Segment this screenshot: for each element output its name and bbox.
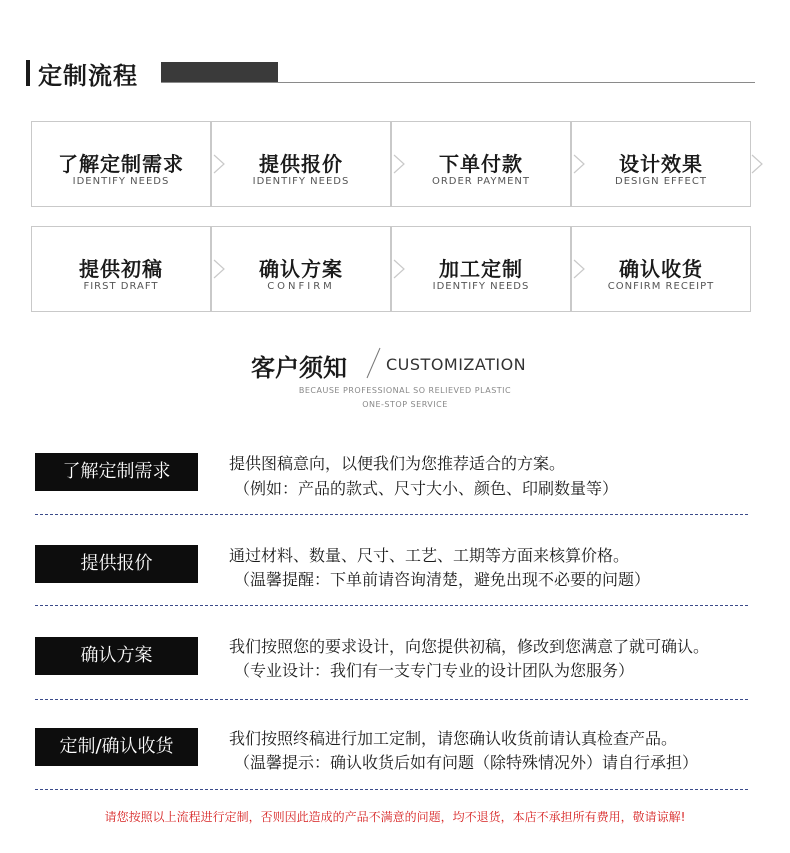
- dashed-divider: [35, 605, 748, 606]
- chevron-right-icon: [392, 259, 406, 279]
- notice-tag: 确认方案: [35, 637, 198, 675]
- notice-text: 提供图稿意向，以便我们为您推荐适合的方案。: [229, 454, 566, 473]
- notice-tag: 定制/确认收货: [35, 728, 198, 766]
- dashed-divider: [35, 514, 748, 515]
- notice-text: 我们按照终稿进行加工定制，请您确认收货前请认真检查产品。: [229, 729, 678, 748]
- dashed-divider: [35, 699, 748, 700]
- flow-step: [31, 121, 211, 207]
- flow-step: [31, 226, 211, 312]
- flow-step-title: 了解定制需求: [58, 152, 184, 176]
- flow-step-subtitle: ORDER PAYMENT: [431, 176, 531, 187]
- header-dark-block: [161, 62, 278, 82]
- flow-step-subtitle: IDENTIFY NEEDS: [72, 176, 170, 187]
- notice-text: 通过材料、数量、尺寸、工艺、工期等方面来核算价格。: [229, 546, 630, 565]
- chevron-right-icon: [750, 154, 764, 174]
- flow-step-title: 提供初稿: [79, 257, 163, 281]
- flow-step: [391, 226, 571, 312]
- flow-step-subtitle: IDENTIFY NEEDS: [432, 281, 530, 292]
- flow-step: [571, 226, 751, 312]
- page-title: 定制流程: [38, 62, 138, 90]
- flow-step-title: 下单付款: [439, 152, 523, 176]
- notice-text: 我们按照您的要求设计，向您提供初稿，修改到您满意了就可确认。: [229, 637, 710, 656]
- notice-note: （温馨提醒：下单前请咨询清楚，避免出现不必要的问题）: [234, 570, 651, 589]
- chevron-right-icon: [572, 259, 586, 279]
- chevron-right-icon: [572, 154, 586, 174]
- flow-step-subtitle: CONFIRM: [267, 281, 335, 292]
- flow-step-subtitle: FIRST DRAFT: [83, 281, 159, 292]
- section-title-english: CUSTOMIZATION: [386, 355, 527, 374]
- notice-note: （温馨提示：确认收货后如有问题（除特殊情况外）请自行承担）: [234, 753, 699, 772]
- flow-step: [211, 226, 391, 312]
- flow-step-subtitle: DESIGN EFFECT: [615, 176, 707, 187]
- flow-step-subtitle: CONFIRM RECEIPT: [607, 281, 715, 292]
- flow-step: [211, 121, 391, 207]
- chevron-right-icon: [212, 154, 226, 174]
- footer-warning: 请您按照以上流程进行定制，否则因此造成的产品不满意的问题，均不退货，本店不承担所有费用，敬请谅解!: [104, 810, 686, 824]
- chevron-right-icon: [392, 154, 406, 174]
- flow-step-title: 设计效果: [619, 152, 703, 176]
- flow-step: [391, 121, 571, 207]
- notice-tag: 提供报价: [35, 545, 198, 583]
- notice-note: （专业设计：我们有一支专门专业的设计团队为您服务）: [234, 661, 635, 680]
- flow-step-title: 加工定制: [439, 257, 523, 281]
- flow-row-2: [31, 226, 751, 312]
- header-accent-bar: [26, 60, 30, 86]
- dashed-divider: [35, 789, 748, 790]
- section-tagline: ONE-STOP SERVICE: [362, 400, 448, 409]
- section-tagline: BECAUSE PROFESSIONAL SO RELIEVED PLASTIC: [298, 386, 512, 395]
- notice-note: （例如：产品的款式、尺寸大小、颜色、印刷数量等）: [234, 479, 619, 498]
- section-title: 客户须知: [251, 354, 347, 382]
- flow-step-title: 确认收货: [619, 257, 703, 281]
- header-rule: [161, 82, 755, 83]
- flow-step: [571, 121, 751, 207]
- flow-row-1: [31, 121, 751, 207]
- flow-step-title: 提供报价: [259, 152, 343, 176]
- flow-step-title: 确认方案: [259, 257, 343, 281]
- chevron-right-icon: [212, 259, 226, 279]
- slash-divider: [364, 346, 382, 380]
- flow-step-subtitle: IDENTIFY NEEDS: [252, 176, 350, 187]
- notice-tag: 了解定制需求: [35, 453, 198, 491]
